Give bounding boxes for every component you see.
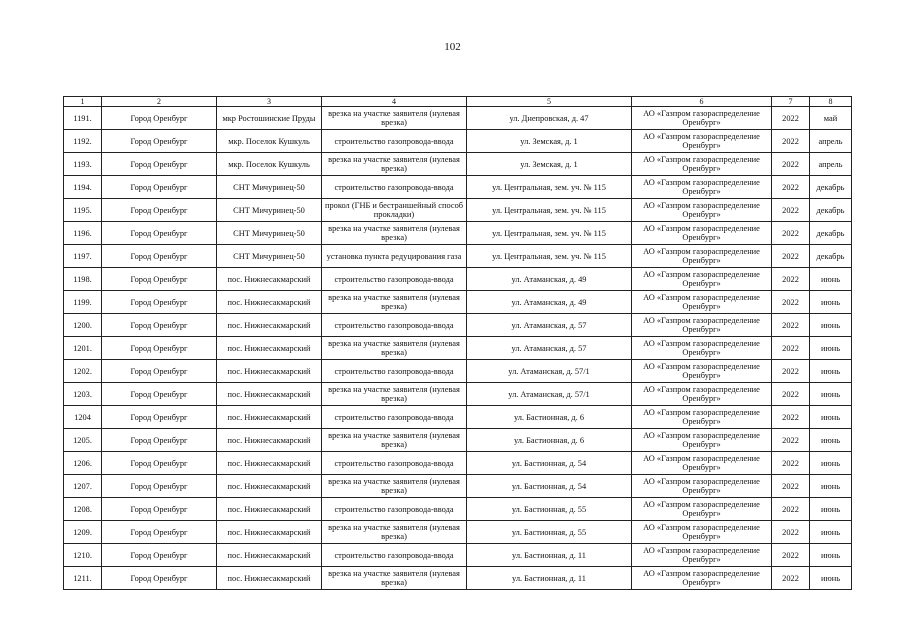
month-cell: май <box>810 107 852 130</box>
row-number-cell: 1196. <box>64 222 102 245</box>
work-type-cell: врезка на участке заявителя (нулевая врезка) <box>322 337 467 360</box>
address-cell: ул. Центральная, зем. уч. № 115 <box>467 176 632 199</box>
city-cell: Город Оренбург <box>102 176 217 199</box>
city-cell: Город Оренбург <box>102 337 217 360</box>
row-number-cell: 1200. <box>64 314 102 337</box>
column-header: 8 <box>810 97 852 107</box>
city-cell: Город Оренбург <box>102 245 217 268</box>
organization-cell: АО «Газпром газораспределение Оренбург» <box>632 521 772 544</box>
district-cell: пос. Нижнесакмарский <box>217 337 322 360</box>
address-cell: ул. Днепровская, д. 47 <box>467 107 632 130</box>
work-type-cell: врезка на участке заявителя (нулевая врезка) <box>322 429 467 452</box>
organization-cell: АО «Газпром газораспределение Оренбург» <box>632 222 772 245</box>
organization-cell: АО «Газпром газораспределение Оренбург» <box>632 498 772 521</box>
table-row <box>64 153 852 176</box>
district-cell: пос. Нижнесакмарский <box>217 406 322 429</box>
table-row <box>64 314 852 337</box>
organization-cell: АО «Газпром газораспределение Оренбург» <box>632 199 772 222</box>
work-type-cell: врезка на участке заявителя (нулевая врезка) <box>322 567 467 590</box>
district-cell: пос. Нижнесакмарский <box>217 360 322 383</box>
address-cell: ул. Атаманская, д. 57/1 <box>467 383 632 406</box>
district-cell: пос. Нижнесакмарский <box>217 291 322 314</box>
city-cell: Город Оренбург <box>102 452 217 475</box>
address-cell: ул. Бастионная, д. 55 <box>467 521 632 544</box>
city-cell: Город Оренбург <box>102 406 217 429</box>
month-cell: июнь <box>810 337 852 360</box>
organization-cell: АО «Газпром газораспределение Оренбург» <box>632 107 772 130</box>
table-header-row <box>64 97 852 107</box>
organization-cell: АО «Газпром газораспределение Оренбург» <box>632 176 772 199</box>
column-header: 3 <box>217 97 322 107</box>
organization-cell: АО «Газпром газораспределение Оренбург» <box>632 153 772 176</box>
table-row <box>64 337 852 360</box>
month-cell: апрель <box>810 153 852 176</box>
year-cell: 2022 <box>772 567 810 590</box>
organization-cell: АО «Газпром газораспределение Оренбург» <box>632 383 772 406</box>
district-cell: пос. Нижнесакмарский <box>217 544 322 567</box>
row-number-cell: 1201. <box>64 337 102 360</box>
address-cell: ул. Бастионная, д. 54 <box>467 475 632 498</box>
year-cell: 2022 <box>772 176 810 199</box>
organization-cell: АО «Газпром газораспределение Оренбург» <box>632 544 772 567</box>
column-header: 4 <box>322 97 467 107</box>
year-cell: 2022 <box>772 107 810 130</box>
row-number-cell: 1192. <box>64 130 102 153</box>
work-type-cell: врезка на участке заявителя (нулевая врезка) <box>322 222 467 245</box>
district-cell: СНТ Мичуринец-50 <box>217 199 322 222</box>
row-number-cell: 1203. <box>64 383 102 406</box>
address-cell: ул. Земская, д. 1 <box>467 130 632 153</box>
work-type-cell: врезка на участке заявителя (нулевая врезка) <box>322 291 467 314</box>
district-cell: пос. Нижнесакмарский <box>217 268 322 291</box>
city-cell: Город Оренбург <box>102 383 217 406</box>
table-row <box>64 268 852 291</box>
work-type-cell: строительство газопровода-ввода <box>322 544 467 567</box>
city-cell: Город Оренбург <box>102 130 217 153</box>
work-type-cell: врезка на участке заявителя (нулевая врезка) <box>322 383 467 406</box>
page-number: 102 <box>444 41 461 53</box>
district-cell: пос. Нижнесакмарский <box>217 521 322 544</box>
month-cell: июнь <box>810 521 852 544</box>
year-cell: 2022 <box>772 268 810 291</box>
address-cell: ул. Бастионная, д. 55 <box>467 498 632 521</box>
year-cell: 2022 <box>772 222 810 245</box>
month-cell: июнь <box>810 544 852 567</box>
table-row <box>64 452 852 475</box>
district-cell: пос. Нижнесакмарский <box>217 314 322 337</box>
work-type-cell: установка пункта редуцирования газа <box>322 245 467 268</box>
work-type-cell: строительство газопровода-ввода <box>322 452 467 475</box>
month-cell: июнь <box>810 429 852 452</box>
year-cell: 2022 <box>772 199 810 222</box>
work-type-cell: строительство газопровода-ввода <box>322 176 467 199</box>
month-cell: июнь <box>810 383 852 406</box>
works-table <box>63 96 852 590</box>
organization-cell: АО «Газпром газораспределение Оренбург» <box>632 245 772 268</box>
district-cell: пос. Нижнесакмарский <box>217 498 322 521</box>
address-cell: ул. Атаманская, д. 57 <box>467 314 632 337</box>
table-row <box>64 245 852 268</box>
year-cell: 2022 <box>772 429 810 452</box>
row-number-cell: 1194. <box>64 176 102 199</box>
table-row <box>64 429 852 452</box>
district-cell: СНТ Мичуринец-50 <box>217 245 322 268</box>
district-cell: СНТ Мичуринец-50 <box>217 222 322 245</box>
work-type-cell: прокол (ГНБ и бестраншейный способ прокладки) <box>322 199 467 222</box>
organization-cell: АО «Газпром газораспределение Оренбург» <box>632 475 772 498</box>
month-cell: июнь <box>810 314 852 337</box>
row-number-cell: 1207. <box>64 475 102 498</box>
work-type-cell: строительство газопровода-ввода <box>322 360 467 383</box>
organization-cell: АО «Газпром газораспределение Оренбург» <box>632 452 772 475</box>
month-cell: июнь <box>810 406 852 429</box>
work-type-cell: строительство газопровода-ввода <box>322 406 467 429</box>
organization-cell: АО «Газпром газораспределение Оренбург» <box>632 314 772 337</box>
table-row <box>64 567 852 590</box>
table-row <box>64 199 852 222</box>
column-header: 6 <box>632 97 772 107</box>
city-cell: Город Оренбург <box>102 475 217 498</box>
work-type-cell: врезка на участке заявителя (нулевая врезка) <box>322 153 467 176</box>
table-row <box>64 406 852 429</box>
address-cell: ул. Бастионная, д. 11 <box>467 567 632 590</box>
district-cell: пос. Нижнесакмарский <box>217 452 322 475</box>
organization-cell: АО «Газпром газораспределение Оренбург» <box>632 360 772 383</box>
city-cell: Город Оренбург <box>102 268 217 291</box>
work-type-cell: строительство газопровода-ввода <box>322 498 467 521</box>
address-cell: ул. Атаманская, д. 57/1 <box>467 360 632 383</box>
district-cell: СНТ Мичуринец-50 <box>217 176 322 199</box>
year-cell: 2022 <box>772 475 810 498</box>
month-cell: июнь <box>810 360 852 383</box>
year-cell: 2022 <box>772 291 810 314</box>
city-cell: Город Оренбург <box>102 360 217 383</box>
table-row <box>64 544 852 567</box>
table-row <box>64 222 852 245</box>
address-cell: ул. Атаманская, д. 57 <box>467 337 632 360</box>
year-cell: 2022 <box>772 406 810 429</box>
year-cell: 2022 <box>772 337 810 360</box>
address-cell: ул. Атаманская, д. 49 <box>467 291 632 314</box>
month-cell: декабрь <box>810 245 852 268</box>
work-type-cell: врезка на участке заявителя (нулевая врезка) <box>322 521 467 544</box>
city-cell: Город Оренбург <box>102 429 217 452</box>
city-cell: Город Оренбург <box>102 567 217 590</box>
row-number-cell: 1199. <box>64 291 102 314</box>
row-number-cell: 1197. <box>64 245 102 268</box>
month-cell: апрель <box>810 130 852 153</box>
organization-cell: АО «Газпром газораспределение Оренбург» <box>632 567 772 590</box>
row-number-cell: 1210. <box>64 544 102 567</box>
year-cell: 2022 <box>772 521 810 544</box>
year-cell: 2022 <box>772 452 810 475</box>
year-cell: 2022 <box>772 498 810 521</box>
table-row <box>64 130 852 153</box>
district-cell: мкр. Поселок Кушкуль <box>217 130 322 153</box>
row-number-cell: 1205. <box>64 429 102 452</box>
address-cell: ул. Бастионная, д. 6 <box>467 406 632 429</box>
table-row <box>64 475 852 498</box>
district-cell: пос. Нижнесакмарский <box>217 383 322 406</box>
table-row <box>64 521 852 544</box>
row-number-cell: 1208. <box>64 498 102 521</box>
city-cell: Город Оренбург <box>102 544 217 567</box>
row-number-cell: 1193. <box>64 153 102 176</box>
row-number-cell: 1204 <box>64 406 102 429</box>
year-cell: 2022 <box>772 245 810 268</box>
address-cell: ул. Центральная, зем. уч. № 115 <box>467 222 632 245</box>
organization-cell: АО «Газпром газораспределение Оренбург» <box>632 337 772 360</box>
row-number-cell: 1195. <box>64 199 102 222</box>
table-row <box>64 360 852 383</box>
city-cell: Город Оренбург <box>102 521 217 544</box>
column-header: 1 <box>64 97 102 107</box>
city-cell: Город Оренбург <box>102 314 217 337</box>
column-header: 2 <box>102 97 217 107</box>
month-cell: июнь <box>810 452 852 475</box>
month-cell: декабрь <box>810 222 852 245</box>
year-cell: 2022 <box>772 360 810 383</box>
address-cell: ул. Центральная, зем. уч. № 115 <box>467 245 632 268</box>
year-cell: 2022 <box>772 544 810 567</box>
organization-cell: АО «Газпром газораспределение Оренбург» <box>632 130 772 153</box>
district-cell: пос. Нижнесакмарский <box>217 567 322 590</box>
address-cell: ул. Бастионная, д. 11 <box>467 544 632 567</box>
month-cell: июнь <box>810 268 852 291</box>
month-cell: декабрь <box>810 199 852 222</box>
year-cell: 2022 <box>772 383 810 406</box>
organization-cell: АО «Газпром газораспределение Оренбург» <box>632 429 772 452</box>
table-row <box>64 498 852 521</box>
row-number-cell: 1202. <box>64 360 102 383</box>
year-cell: 2022 <box>772 153 810 176</box>
work-type-cell: врезка на участке заявителя (нулевая врезка) <box>322 107 467 130</box>
city-cell: Город Оренбург <box>102 199 217 222</box>
year-cell: 2022 <box>772 130 810 153</box>
year-cell: 2022 <box>772 314 810 337</box>
row-number-cell: 1198. <box>64 268 102 291</box>
table-row <box>64 107 852 130</box>
district-cell: пос. Нижнесакмарский <box>217 429 322 452</box>
address-cell: ул. Центральная, зем. уч. № 115 <box>467 199 632 222</box>
address-cell: ул. Атаманская, д. 49 <box>467 268 632 291</box>
month-cell: июнь <box>810 567 852 590</box>
work-type-cell: врезка на участке заявителя (нулевая врезка) <box>322 475 467 498</box>
organization-cell: АО «Газпром газораспределение Оренбург» <box>632 291 772 314</box>
table-row <box>64 291 852 314</box>
address-cell: ул. Земская, д. 1 <box>467 153 632 176</box>
row-number-cell: 1209. <box>64 521 102 544</box>
table-row <box>64 383 852 406</box>
city-cell: Город Оренбург <box>102 107 217 130</box>
column-header: 7 <box>772 97 810 107</box>
month-cell: июнь <box>810 498 852 521</box>
month-cell: декабрь <box>810 176 852 199</box>
month-cell: июнь <box>810 291 852 314</box>
row-number-cell: 1206. <box>64 452 102 475</box>
address-cell: ул. Бастионная, д. 54 <box>467 452 632 475</box>
address-cell: ул. Бастионная, д. 6 <box>467 429 632 452</box>
work-type-cell: строительство газопровода-ввода <box>322 268 467 291</box>
column-header: 5 <box>467 97 632 107</box>
month-cell: июнь <box>810 475 852 498</box>
work-type-cell: строительство газопровода-ввода <box>322 130 467 153</box>
district-cell: мкр. Поселок Кушкуль <box>217 153 322 176</box>
row-number-cell: 1191. <box>64 107 102 130</box>
table-row <box>64 176 852 199</box>
row-number-cell: 1211. <box>64 567 102 590</box>
city-cell: Город Оренбург <box>102 153 217 176</box>
city-cell: Город Оренбург <box>102 291 217 314</box>
district-cell: пос. Нижнесакмарский <box>217 475 322 498</box>
organization-cell: АО «Газпром газораспределение Оренбург» <box>632 406 772 429</box>
district-cell: мкр Ростошинские Пруды <box>217 107 322 130</box>
city-cell: Город Оренбург <box>102 498 217 521</box>
organization-cell: АО «Газпром газораспределение Оренбург» <box>632 268 772 291</box>
city-cell: Город Оренбург <box>102 222 217 245</box>
work-type-cell: строительство газопровода-ввода <box>322 314 467 337</box>
